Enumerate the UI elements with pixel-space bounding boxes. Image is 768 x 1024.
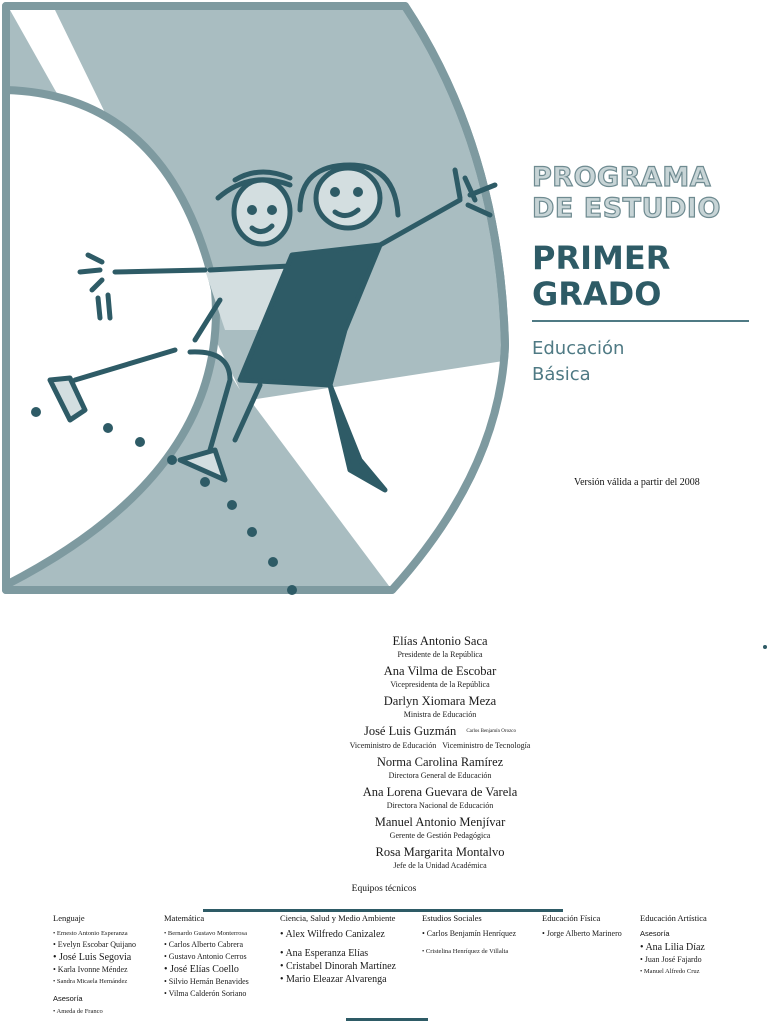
credit-entry	[230, 723, 650, 752]
team-member: • Cristabel Dinorah Martínez	[280, 961, 396, 972]
program-title-line1: PROGRAMA	[532, 162, 712, 193]
credit-role: Presidente de la República	[397, 650, 483, 659]
grade-title-line1: PRIMER	[532, 239, 671, 277]
credit-entry	[230, 633, 650, 661]
credit-entry	[230, 663, 650, 691]
credit-role: Ministra de Educación	[403, 710, 477, 719]
team-heading: Matemática	[164, 913, 205, 923]
team-column-fisica	[542, 912, 622, 940]
credit-role: Vicepresidenta de la República	[390, 680, 490, 689]
margin-dot	[763, 645, 767, 649]
team-member: • Sandra Micaela Hernández	[53, 978, 128, 985]
team-subheading: Asesoría	[640, 929, 670, 938]
education-level-line2: Básica	[532, 364, 591, 385]
version-note: Versión válida a partir del 2008	[574, 477, 700, 488]
team-member: • Ana Esperanza Elías	[280, 948, 369, 959]
credit-entry	[230, 754, 650, 782]
credit-entry	[230, 693, 650, 721]
credit-role: Gerente de Gestión Pedagógica	[389, 831, 491, 841]
education-level-line1: Educación	[532, 338, 625, 359]
credit-name: José Luis Guzmán	[363, 724, 457, 738]
team-heading: Estudios Sociales	[422, 913, 482, 923]
team-member: • Ameda de Franco	[53, 1008, 103, 1015]
team-member: • Ana Lilia Díaz	[640, 942, 705, 953]
team-column-lenguaje	[53, 912, 136, 1017]
team-member: • Ernesto Antonio Esperanza	[53, 930, 128, 937]
team-column-ciencia	[280, 912, 396, 986]
credit-entry	[230, 784, 650, 812]
credit-entry	[230, 814, 650, 842]
teams-heading: Equipos técnicos	[351, 884, 417, 894]
team-column-matematica	[164, 912, 249, 1000]
title-block	[532, 162, 752, 312]
team-heading: Lenguaje	[53, 913, 85, 923]
credit-role: Viceministro de Educación	[349, 741, 437, 751]
footer-divider	[346, 1018, 428, 1021]
team-member: • José Elías Coello	[164, 964, 239, 975]
credit-role: Directora General de Educación	[388, 771, 492, 781]
credit-role: Directora Nacional de Educación	[386, 801, 494, 811]
credit-name: Norma Carolina Ramírez	[376, 755, 504, 770]
credit-name-row	[230, 723, 650, 740]
team-heading: Ciencia, Salud y Medio Ambiente	[280, 913, 396, 923]
grade-title	[532, 240, 752, 312]
credit-role-row	[230, 740, 650, 752]
credit-aside: Carlos Benjamín Orozco	[466, 729, 517, 735]
credit-name: Manuel Antonio Menjívar	[374, 815, 506, 830]
credits-list	[230, 633, 650, 874]
education-level	[532, 336, 624, 388]
credit-name: Ana Lorena Guevara de Varela	[362, 785, 518, 800]
team-member: • Bernardo Gustavo Monterrosa	[164, 930, 247, 937]
team-member: • Gustavo Antonio Cerros	[164, 952, 247, 961]
team-member: • Carlos Alberto Cabrera	[164, 940, 243, 949]
team-member: • Mario Eleazar Alvarenga	[280, 974, 387, 985]
credit-name: Elías Antonio Saca	[392, 634, 488, 648]
team-member: • Jorge Alberto Marinero	[542, 929, 622, 938]
credit-name: Darlyn Xiomara Meza	[383, 694, 497, 708]
team-member: • Silvio Hernán Benavides	[164, 977, 249, 986]
credit-name: Rosa Margarita Montalvo	[375, 845, 505, 860]
team-member: • Evelyn Escobar Quijano	[53, 940, 136, 949]
team-member: • Vilma Calderón Soriano	[164, 989, 247, 998]
credit-name: Ana Vilma de Escobar	[383, 664, 497, 678]
team-column-sociales	[422, 912, 516, 957]
team-member: • Alex Wilfredo Canizalez	[280, 929, 385, 940]
team-subheading: Asesoría	[53, 994, 83, 1003]
team-column-artistica	[640, 912, 707, 977]
team-member: • Carlos Benjamín Henríquez	[422, 929, 517, 938]
program-title-line2: DE ESTUDIO	[532, 193, 721, 224]
credit-role-secondary: Viceministro de Tecnología	[442, 741, 531, 751]
team-member: • José Luis Segovia	[53, 952, 132, 963]
team-member: • Karla Ivonne Méndez	[53, 965, 128, 974]
grade-title-line2: GRADO	[532, 275, 662, 313]
team-member: • Manuel Alfredo Cruz	[640, 968, 700, 975]
team-heading: Educación Física	[542, 913, 601, 923]
team-heading: Educación Artística	[640, 913, 707, 923]
team-member: • Juan José Fajardo	[640, 955, 702, 964]
team-member: • Cristelina Henríquez de Villalta	[422, 948, 509, 955]
title-divider	[532, 320, 749, 322]
credit-entry	[230, 844, 650, 872]
credit-role: Jefe de la Unidad Académica	[393, 861, 487, 871]
